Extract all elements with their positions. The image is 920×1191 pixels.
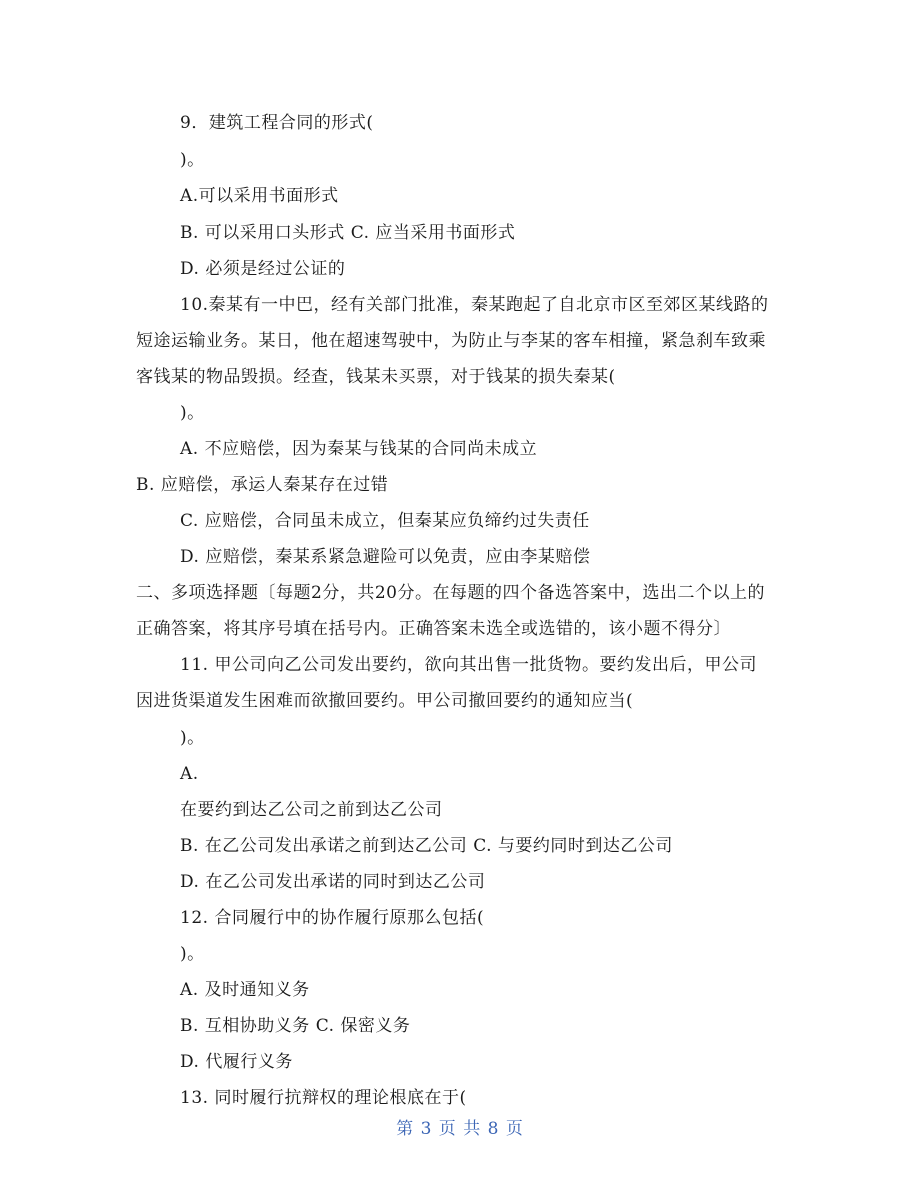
q13-stem: 13. 同时履行抗辩权的理论根底在于( xyxy=(180,1088,467,1108)
q10-option-a: A. 不应赔偿，因为秦某与钱某的合同尚未成立 xyxy=(180,439,538,459)
q10-option-d: D. 应赔偿，秦某系紧急避险可以免责，应由李某赔偿 xyxy=(180,547,591,567)
q9-option-a: A.可以采用书面形式 xyxy=(180,186,339,206)
q12-option-a: A. 及时通知义务 xyxy=(180,980,310,1000)
section-heading-line1: 二、多项选择题〔每题2分，共20分。在每题的四个备选答案中，选出二个以上的 xyxy=(136,583,765,603)
q10-option-c: C. 应赔偿，合同虽未成立，但秦某应负缔约过失责任 xyxy=(180,511,590,531)
q12-stem: 12. 合同履行中的协作履行原那么包括( xyxy=(180,908,485,928)
q12-option-b-c: B. 互相协助义务 C. 保密义务 xyxy=(180,1016,411,1036)
q12-blank: )。 xyxy=(180,944,205,964)
q10-option-b: B. 应赔偿，承运人秦某存在过错 xyxy=(136,475,389,495)
page-footer: 第 3 页 共 8 页 xyxy=(396,1119,524,1139)
q10-stem-line1: 10.秦某有一中巴，经有关部门批准，秦某跑起了自北京市区至郊区某线路的 xyxy=(180,295,769,315)
q11-option-a-label: A. xyxy=(180,764,199,784)
q9-option-b-c: B. 可以采用口头形式 C. 应当采用书面形式 xyxy=(180,223,516,243)
q11-stem-line1: 11. 甲公司向乙公司发出要约，欲向其出售一批货物。要约发出后，甲公司 xyxy=(180,655,757,675)
q11-option-a-text: 在要约到达乙公司之前到达乙公司 xyxy=(180,800,443,820)
q9-blank: )。 xyxy=(180,150,205,170)
q11-blank: )。 xyxy=(180,728,205,748)
q11-stem-line2: 因进货渠道发生困难而欲撤回要约。甲公司撤回要约的通知应当( xyxy=(136,691,634,711)
q11-option-b-c: B. 在乙公司发出承诺之前到达乙公司 C. 与要约同时到达乙公司 xyxy=(180,836,673,856)
q9-option-d: D. 必须是经过公证的 xyxy=(180,259,346,279)
q12-option-d: D. 代履行义务 xyxy=(180,1052,293,1072)
q9-stem: 9．建筑工程合同的形式( xyxy=(180,113,374,133)
q10-stem-line3: 客钱某的物品毁损。经查，钱某未买票，对于钱某的损失秦某( xyxy=(136,367,616,387)
q10-blank: )。 xyxy=(180,403,205,423)
section-heading-line2: 正确答案，将其序号填在括号内。正确答案未选全或选错的，该小题不得分〕 xyxy=(136,619,731,639)
q10-stem-line2: 短途运输业务。某日，他在超速驾驶中，为防止与李某的客车相撞，紧急刹车致乘 xyxy=(136,331,766,351)
q11-option-d: D. 在乙公司发出承诺的同时到达乙公司 xyxy=(180,872,486,892)
